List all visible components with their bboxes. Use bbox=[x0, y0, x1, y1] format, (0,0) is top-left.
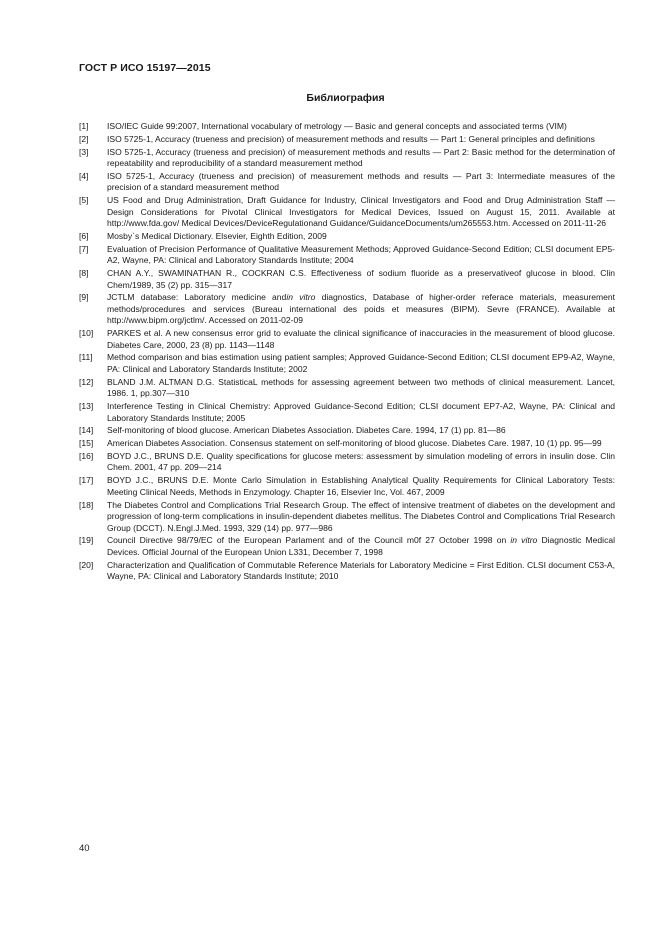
reference-number: [4] bbox=[79, 170, 89, 181]
reference-text: ISO 5725-1, Accuracy (trueness and precision) of measurement methods and results — Part 1: General principles and definitions bbox=[107, 133, 595, 144]
reference-number: [1] bbox=[79, 121, 89, 131]
reference-number: [12] bbox=[79, 376, 94, 387]
bibliography-item bbox=[79, 268, 615, 291]
reference-text: Method comparison and bias estimation using patient samples; Approved Guidance-Second Edition; CLSI document EP9-A2, Wayne, PA: Clinical and Laboratory Standards Institute; 2002 bbox=[107, 352, 615, 374]
reference-text: American Diabetes Association. Consensus statement on self-monitoring of blood glucose. Diabetes Care. 1987, 10 (1) pp. 95—99 bbox=[107, 438, 602, 449]
reference-text: Evaluation of Precision Performance of Qualitative Measurement Methods; Approved Guidance-Second Edition; CLSI document EP5-A2, Wayne, PA: Clinical and Laboratory Standards Institute; 2004 bbox=[107, 243, 615, 266]
reference-text: BLAND J.M. ALTMAN D.G. StatisticaL methods for assessing agreement between two methods of clinical measurement. Lancet, 1986. 1, pp.307—310 bbox=[107, 376, 615, 399]
reference-text: US Food and Drug Administration, Draft Guidance for Industry, Clinical Investigators and Food and Drug Administration Staff — Design Considerations for Pivotal Clinical Investigators for Medical Devices, Issued on August 15, 2011. Available at http://www.fda.gov/ Medical Devices/DeviceRegulationand Guidance/GuidanceDocuments/um265553.htm. Accessed on 2011-11-26 bbox=[107, 195, 615, 229]
reference-number: [5] bbox=[79, 195, 89, 206]
bibliography-item bbox=[79, 535, 615, 558]
bibliography-item bbox=[79, 500, 615, 535]
reference-text-part: Council Directive 98/79/EC of the European Parlament and of the Council m0f 27 October 1998 on bbox=[107, 535, 511, 546]
reference-number: [17] bbox=[79, 475, 94, 486]
bibliography-item bbox=[79, 134, 615, 146]
bibliography-item bbox=[79, 475, 615, 498]
reference-text: PARKES et al. A new consensus error grid to evaluate the clinical significance of inaccuracies in the measurement of blood glucose. Diabetes Care, 2000, 23 (8) pp. 1143—1148 bbox=[107, 328, 615, 350]
section-title: Библиография bbox=[306, 92, 385, 104]
reference-text bbox=[107, 535, 615, 558]
reference-text: The Diabetes Control and Complications Trial Research Group. The effect of intensive treatment of diabetes on the development and progression of long-term complications in insulin-dependent diabetes mellitus. The Diabetes Control and Complications Trial Research Group (DCCT). N.Engl.J.Med. 1993, 329 (14) pp. 977—986 bbox=[107, 499, 615, 533]
reference-number: [10] bbox=[79, 328, 94, 339]
bibliography-item bbox=[79, 171, 615, 194]
reference-number: [19] bbox=[79, 535, 94, 546]
bibliography-item bbox=[79, 425, 615, 437]
reference-text-italic: in vitro bbox=[510, 535, 538, 546]
bibliography-list bbox=[79, 121, 615, 584]
reference-number: [6] bbox=[79, 230, 89, 241]
reference-number: [15] bbox=[79, 438, 94, 449]
reference-text: Characterization and Qualification of Commutable Reference Materials for Laboratory Medicine = First Edition. CLSI document C53-A, Wayne, PA: Clinical and Laboratory Standards Institute; 2010 bbox=[107, 559, 615, 582]
reference-number: [18] bbox=[79, 499, 94, 510]
reference-number: [3] bbox=[79, 146, 89, 157]
reference-text: BOYD J.C., BRUNS D.E. Monte Carlo Simulation in Establishing Analytical Quality Requirements for Clinical Laboratory Tests: Meeting Clinical Needs, Methods in Enzymology. Chapter 16, Elsevier Inc, Vol. 467, 2009 bbox=[107, 475, 615, 497]
reference-text: Interference Testing in Clinical Chemistry: Approved Guidance-Second Edition; CLSI document EP7-A2, Wayne, PA: Clinical and Laboratory Standards Institute; 2005 bbox=[107, 401, 615, 423]
bibliography-item bbox=[79, 352, 615, 375]
reference-number: [7] bbox=[79, 243, 89, 254]
reference-number: [11] bbox=[79, 352, 93, 363]
bibliography-item bbox=[79, 438, 615, 450]
bibliography-item bbox=[79, 377, 615, 400]
reference-text: ISO 5725-1, Accuracy (trueness and precision) of measurement methods and results — Part 3: Intermediate measures of the precision of a standard measurement method bbox=[107, 170, 615, 193]
reference-number: [20] bbox=[79, 559, 94, 570]
bibliography-item bbox=[79, 560, 615, 583]
reference-text: Mosby`s Medical Dictionary. Elsevier, Eighth Edition, 2009 bbox=[107, 230, 327, 241]
bibliography-item bbox=[79, 147, 615, 170]
reference-text-part: Diagnostic Medical Devices. Official Journal of the European Union L331, December 7, 1998 bbox=[107, 535, 615, 557]
reference-text-italic: in vitro bbox=[286, 292, 316, 303]
bibliography-item bbox=[79, 121, 615, 133]
reference-text: ISO 5725-1, Accuracy (trueness and precision) of measurement methods and results — Part 2: Basic method for the determination of repeatability and reproducibility of a standard measurement method bbox=[107, 146, 615, 169]
page-number: 40 bbox=[79, 843, 90, 854]
bibliography-item bbox=[79, 231, 615, 243]
reference-number: [13] bbox=[79, 401, 94, 412]
bibliography-item bbox=[79, 328, 615, 351]
reference-text-part: JCTLM database: Laboratory medicine and bbox=[107, 292, 287, 303]
reference-text-part: diagnostics, Database of higher-order referace materials, measurement methods/procedures and services (Bureau international des poids et measures (BIPM). Sevre (FRANCE). Available at http://www.bipm.org/jctlm/. Accessed on 2011-02-09 bbox=[107, 292, 615, 326]
document-header: ГОСТ Р ИСО 15197—2015 bbox=[79, 62, 211, 74]
bibliography-item bbox=[79, 292, 615, 327]
reference-number: [2] bbox=[79, 133, 89, 144]
reference-number: [14] bbox=[79, 425, 94, 436]
reference-text bbox=[107, 292, 615, 327]
bibliography-item bbox=[79, 244, 615, 267]
bibliography-item bbox=[79, 195, 615, 230]
reference-number: [16] bbox=[79, 450, 94, 461]
reference-text: Self-monitoring of blood glucose. American Diabetes Association. Diabetes Care. 1994, 17 (1) pp. 81—86 bbox=[107, 425, 506, 436]
reference-number: [9] bbox=[79, 292, 89, 303]
bibliography-item bbox=[79, 401, 615, 424]
reference-number: [8] bbox=[79, 268, 89, 279]
reference-text: BOYD J.C., BRUNS D.E. Quality specifications for glucose meters: assessment by simulation modeling of errors in insulin dose. Clin Chem. 2001, 47 pp. 209—214 bbox=[107, 450, 615, 473]
reference-text: CHAN A.Y., SWAMINATHAN R., COCKRAN C.S. Effectiveness of sodium fluoride as a preservativeof glucose in blood. Clin Chem/1989, 35 (2) pp. 315—317 bbox=[107, 268, 615, 290]
reference-text: ISO/IEC Guide 99:2007, International vocabulary of metrology — Basic and general concepts and associated terms (VIM) bbox=[107, 121, 567, 131]
bibliography-item bbox=[79, 451, 615, 474]
